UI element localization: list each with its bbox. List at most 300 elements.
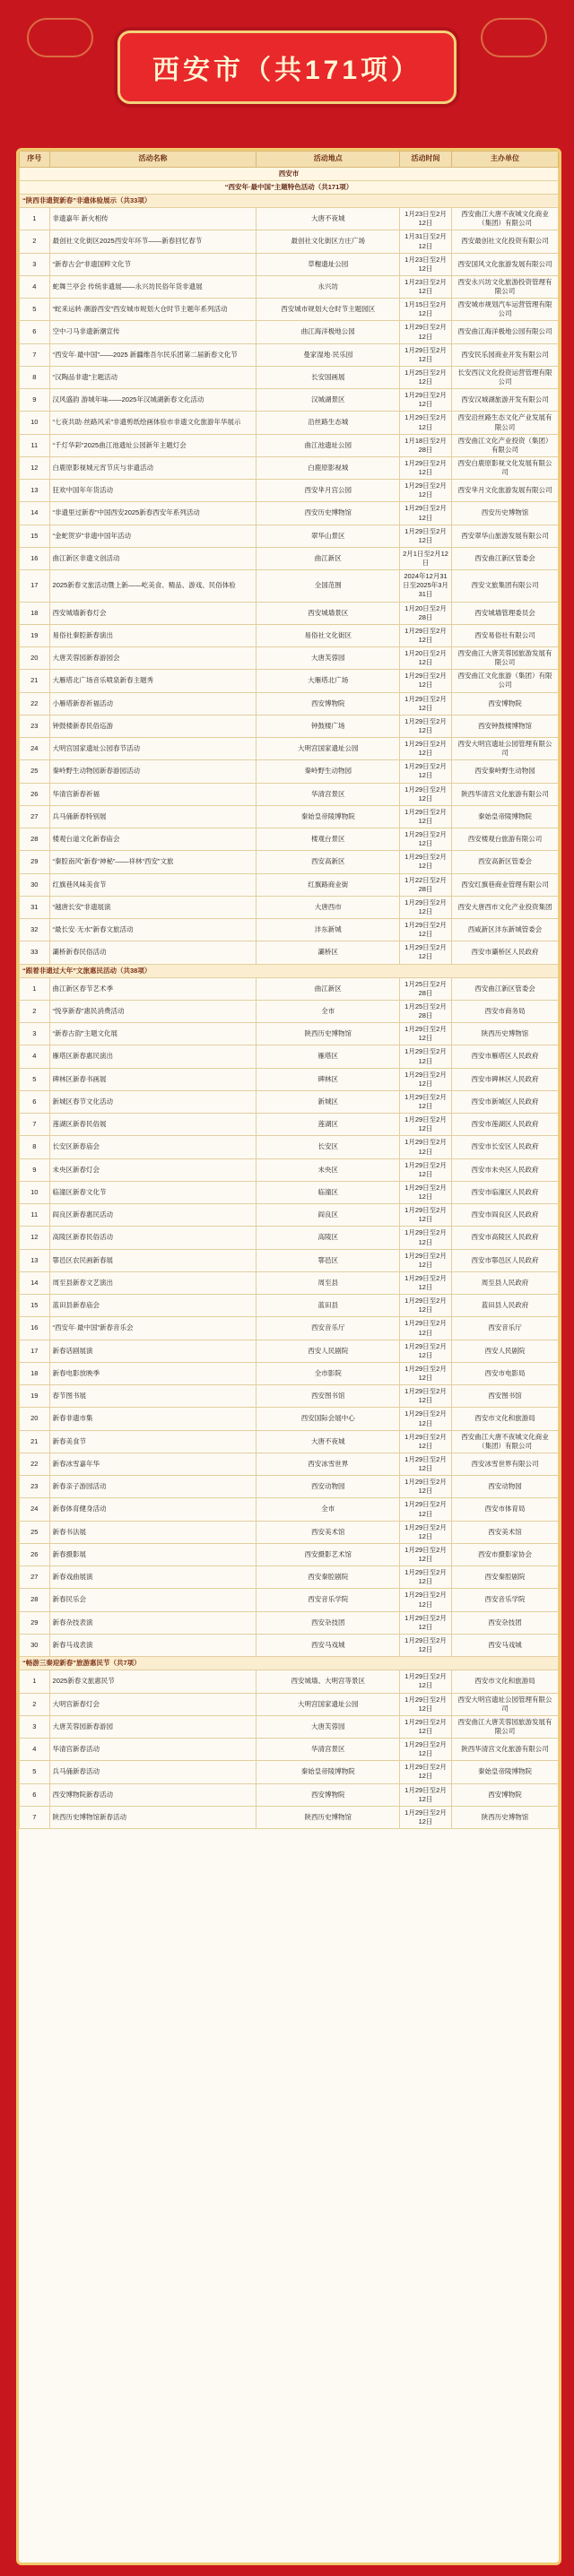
activity-time: 1月29日至2月12日 — [400, 738, 452, 760]
activity-location: 易俗社文化街区 — [257, 624, 400, 646]
table-row — [20, 1271, 559, 1294]
table-row — [20, 1611, 559, 1634]
organizer: 西安翠华山旅游发展有限公司 — [451, 525, 558, 547]
row-number: 20 — [20, 647, 50, 670]
activity-time: 1月29日至2月12日 — [400, 670, 452, 692]
table-row — [20, 389, 559, 412]
table-row — [20, 1430, 559, 1453]
activity-location: 大唐不夜城 — [257, 208, 400, 230]
activity-time: 1月25日至2月28日 — [400, 1000, 452, 1022]
organizer: 西安市雁塔区人民政府 — [451, 1045, 558, 1068]
activity-location: 曲江新区 — [257, 547, 400, 569]
row-number: 13 — [20, 480, 50, 502]
table-row — [20, 783, 559, 805]
organizer: 西安秦岭野生动物园 — [451, 760, 558, 783]
activity-name: 新春非遗市集 — [49, 1408, 257, 1430]
table-row — [20, 977, 559, 1000]
activity-location: 曲江新区 — [257, 977, 400, 1000]
row-number: 28 — [20, 1589, 50, 1611]
table-row — [20, 1408, 559, 1430]
activity-name: 蓝田县新春庙会 — [49, 1295, 257, 1317]
category-label: “跟着非遗过大年”文旅惠民活动（共38项） — [20, 964, 559, 977]
activity-name: 新春书法展 — [49, 1521, 257, 1543]
activity-name: 阎良区新春惠民活动 — [49, 1204, 257, 1227]
activity-name: 秦岭野生动物园新春游园活动 — [49, 760, 257, 783]
activity-location: 钟鼓楼广场 — [257, 715, 400, 737]
activity-name: 大明宫国家遗址公园春节活动 — [49, 738, 257, 760]
activity-time: 1月29日至2月12日 — [400, 919, 452, 941]
organizer: 西安楼观台旅游有限公司 — [451, 828, 558, 851]
row-number: 26 — [20, 783, 50, 805]
table-row — [20, 873, 559, 896]
organizer: 西安曲江海洋极地公园有限公司 — [451, 321, 558, 343]
activity-location: 鄠邑区 — [257, 1249, 400, 1271]
activity-time: 1月29日至2月12日 — [400, 456, 452, 479]
organizer: 陕西华清宫文化旅游有限公司 — [451, 1739, 558, 1761]
activity-name: 新春体育健身活动 — [49, 1498, 257, 1521]
organizer: 西安美术馆 — [451, 1521, 558, 1543]
organizer: 西安文旅集团有限公司 — [451, 570, 558, 602]
activity-location: 西安冰雪世界 — [257, 1453, 400, 1475]
category-label: “畅游三秦迎新春”旅游惠民节（共7项） — [20, 1657, 559, 1670]
table-row — [20, 1158, 559, 1181]
row-number: 21 — [20, 670, 50, 692]
row-number: 15 — [20, 525, 50, 547]
activity-time: 1月23日至2月12日 — [400, 275, 452, 298]
activity-name: 曲江新区非遗文创活动 — [49, 547, 257, 569]
activity-time: 1月29日至2月12日 — [400, 1158, 452, 1181]
activity-location: 西安美术馆 — [257, 1521, 400, 1543]
activity-name: 大明宫新春灯会 — [49, 1693, 257, 1715]
category-label: “陕西非遗贺新春”非遗体验展示（共33项） — [20, 195, 559, 208]
activity-location: 大明宫国家遗址公园 — [257, 738, 400, 760]
row-number: 3 — [20, 253, 50, 275]
activity-time: 1月29日至2月12日 — [400, 1566, 452, 1589]
activity-location: 大唐芙蓉园 — [257, 1715, 400, 1738]
row-number: 18 — [20, 1362, 50, 1384]
row-number: 9 — [20, 389, 50, 412]
row-number: 1 — [20, 977, 50, 1000]
organizer: 西安市文化和旅游局 — [451, 1408, 558, 1430]
table-row — [20, 366, 559, 388]
organizer: 西安市电影局 — [451, 1362, 558, 1384]
row-number: 23 — [20, 715, 50, 737]
table-row — [20, 502, 559, 525]
organizer: 西安市灞桥区人民政府 — [451, 941, 558, 964]
activity-time: 1月29日至2月12日 — [400, 715, 452, 737]
row-number: 17 — [20, 1340, 50, 1362]
table-row — [20, 828, 559, 851]
table-row — [20, 1634, 559, 1656]
activity-location: 西安博物院 — [257, 1783, 400, 1806]
activity-name: 西安博物院新春活动 — [49, 1783, 257, 1806]
table-row — [20, 941, 559, 964]
activity-time: 1月29日至2月12日 — [400, 1476, 452, 1498]
table-row — [20, 851, 559, 873]
activity-time: 1月29日至2月12日 — [400, 896, 452, 918]
activity-time: 1月29日至2月12日 — [400, 1023, 452, 1045]
activity-name: “秦腔南风”新春“神秘”——祥林“西安”文旅 — [49, 851, 257, 873]
activity-name: “西安年·最中国”新春音乐会 — [49, 1317, 257, 1340]
activity-location: 翠华山景区 — [257, 525, 400, 547]
table-row — [20, 208, 559, 230]
activity-time: 1月23日至2月12日 — [400, 208, 452, 230]
table-row — [20, 275, 559, 298]
row-number: 7 — [20, 343, 50, 366]
activity-location: 红旗路商业街 — [257, 873, 400, 896]
table-row — [20, 412, 559, 434]
activity-time: 1月29日至2月12日 — [400, 1783, 452, 1806]
activity-time: 1月25日至2月28日 — [400, 977, 452, 1000]
page-title: 西安市（共171项） — [117, 30, 457, 104]
row-number: 20 — [20, 1408, 50, 1430]
row-number: 4 — [20, 1739, 50, 1761]
cloud-decoration-icon — [481, 18, 547, 57]
activity-time: 1月29日至2月12日 — [400, 1430, 452, 1453]
organizer: 西安最创社文化投资有限公司 — [451, 230, 558, 253]
activity-name: “新春古会”非遗国粹文化节 — [49, 253, 257, 275]
activity-name: “千灯华彩”2025曲江池遗址公园新年主题灯会 — [49, 434, 257, 456]
activity-time: 1月29日至2月12日 — [400, 1634, 452, 1656]
activity-time: 1月29日至2月12日 — [400, 1045, 452, 1068]
row-number: 15 — [20, 1295, 50, 1317]
table-row — [20, 1453, 559, 1475]
activity-time: 1月31日至2月12日 — [400, 230, 452, 253]
row-number: 1 — [20, 208, 50, 230]
activity-location: 灞桥区 — [257, 941, 400, 964]
activity-location: 西安城墙景区 — [257, 602, 400, 624]
organizer: 西安沿丝路生态文化产业发展有限公司 — [451, 412, 558, 434]
activity-location: 白鹿原影视城 — [257, 456, 400, 479]
subtitle-row — [20, 180, 559, 194]
activity-time: 1月29日至2月12日 — [400, 1181, 452, 1203]
row-number: 8 — [20, 366, 50, 388]
row-number: 9 — [20, 1158, 50, 1181]
activity-location: 全市 — [257, 1000, 400, 1022]
activity-time: 1月29日至2月12日 — [400, 692, 452, 715]
table-row — [20, 805, 559, 828]
activity-location: 永兴坊 — [257, 275, 400, 298]
activity-time: 2月1日至2月12日 — [400, 547, 452, 569]
row-number: 16 — [20, 1317, 50, 1340]
column-header: 序号 — [20, 152, 50, 168]
activity-name: “新春古韵”主题文化展 — [49, 1023, 257, 1045]
activity-location: 大雁塔北广场 — [257, 670, 400, 692]
row-number: 22 — [20, 1453, 50, 1475]
header — [0, 0, 574, 134]
organizer: 西安人民剧院 — [451, 1340, 558, 1362]
activity-name: 大雁塔北广场音乐喷泉新春主题秀 — [49, 670, 257, 692]
activity-location: 大唐不夜城 — [257, 1430, 400, 1453]
table-row — [20, 1693, 559, 1715]
organizer: 西安曲江大唐不夜城文化商业（集团）有限公司 — [451, 208, 558, 230]
row-number: 12 — [20, 456, 50, 479]
organizer: 西安易俗社有限公司 — [451, 624, 558, 646]
row-number: 17 — [20, 570, 50, 602]
activity-name: 西安城墙新春灯会 — [49, 602, 257, 624]
organizer: 西安汉城湖旅游开发有限公司 — [451, 389, 558, 412]
activity-name: 大唐芙蓉园新春游园 — [49, 1715, 257, 1738]
activity-time: 1月29日至2月12日 — [400, 502, 452, 525]
activity-name: 钟鼓楼新春民俗巡游 — [49, 715, 257, 737]
activity-location: 莲湖区 — [257, 1114, 400, 1136]
organizer: 西安博物院 — [451, 692, 558, 715]
row-number: 19 — [20, 1385, 50, 1408]
organizer: 长安西汉文化投资运营管理有限公司 — [451, 366, 558, 388]
activity-location: 曲江池遗址公园 — [257, 434, 400, 456]
activity-time: 1月29日至2月12日 — [400, 1589, 452, 1611]
row-number: 5 — [20, 1068, 50, 1090]
table-row — [20, 602, 559, 624]
organizer: 周至县人民政府 — [451, 1271, 558, 1294]
table-subtitle: “西安年·最中国”主题特色活动（共171项） — [20, 180, 559, 194]
table-row — [20, 1498, 559, 1521]
activity-name: 狂欢中国年年货活动 — [49, 480, 257, 502]
activity-name: 最创社文化街区2025西安年环节——新春回忆春节 — [49, 230, 257, 253]
activity-time: 1月29日至2月12日 — [400, 1693, 452, 1715]
table-row — [20, 670, 559, 692]
activity-location: 秦始皇帝陵博物院 — [257, 1761, 400, 1783]
column-header: 活动时间 — [400, 152, 452, 168]
activity-location: 西安城墙、大明宫等景区 — [257, 1670, 400, 1693]
activity-time: 1月29日至2月12日 — [400, 624, 452, 646]
column-header: 活动名称 — [49, 152, 257, 168]
column-header: 主办单位 — [451, 152, 558, 168]
activity-name: 未央区新春灯会 — [49, 1158, 257, 1181]
activity-time: 1月29日至2月12日 — [400, 1715, 452, 1738]
activity-time: 1月18日至2月28日 — [400, 434, 452, 456]
row-number: 28 — [20, 828, 50, 851]
row-number: 4 — [20, 275, 50, 298]
activity-name: 兵马俑新春活动 — [49, 1761, 257, 1783]
activity-location: 西安博物院 — [257, 692, 400, 715]
table-row — [20, 715, 559, 737]
activity-location: 西安国际会展中心 — [257, 1408, 400, 1430]
row-number: 5 — [20, 299, 50, 321]
activity-name: 莲湖区新春民俗展 — [49, 1114, 257, 1136]
activity-time: 1月29日至2月12日 — [400, 321, 452, 343]
organizer: 西安市碑林区人民政府 — [451, 1068, 558, 1090]
activity-location: 西安高新区 — [257, 851, 400, 873]
table-row — [20, 456, 559, 479]
table-row — [20, 1385, 559, 1408]
table-row — [20, 896, 559, 918]
row-number: 30 — [20, 873, 50, 896]
activity-time: 1月29日至2月12日 — [400, 480, 452, 502]
row-number: 29 — [20, 1611, 50, 1634]
row-number: 24 — [20, 738, 50, 760]
table-row — [20, 1476, 559, 1498]
activity-time: 1月29日至2月12日 — [400, 1227, 452, 1249]
activity-time: 1月29日至2月12日 — [400, 941, 452, 964]
row-number: 6 — [20, 1783, 50, 1806]
activity-time: 1月29日至2月12日 — [400, 1204, 452, 1227]
activity-location: 周至县 — [257, 1271, 400, 1294]
table-row — [20, 1249, 559, 1271]
table-row — [20, 1739, 559, 1761]
activity-table — [19, 151, 559, 1829]
activity-time: 2024年12月31日至2025年3月31日 — [400, 570, 452, 602]
activity-name: 灞桥新春民俗活动 — [49, 941, 257, 964]
activity-location: 大明宫国家遗址公园 — [257, 1693, 400, 1715]
activity-location: 陕西历史博物馆 — [257, 1023, 400, 1045]
column-header: 活动地点 — [257, 152, 400, 168]
organizer: 陕西历史博物馆 — [451, 1806, 558, 1828]
organizer: 西安市摄影家协会 — [451, 1543, 558, 1566]
activity-name: “最长安·无水”新春文旅活动 — [49, 919, 257, 941]
activity-location: 蓝田县 — [257, 1295, 400, 1317]
table-row — [20, 760, 559, 783]
table-row — [20, 1227, 559, 1249]
activity-location: 最创社文化街区方庄广场 — [257, 230, 400, 253]
activity-name: 华清宫新春祈福 — [49, 783, 257, 805]
activity-name: “悦享新春”惠民消费活动 — [49, 1000, 257, 1022]
organizer: 西安杂技团 — [451, 1611, 558, 1634]
activity-name: 汉风盛韵 游城年味——2025年汉城湖新春文化活动 — [49, 389, 257, 412]
activity-location: 高陵区 — [257, 1227, 400, 1249]
activity-name: 新春话剧展演 — [49, 1340, 257, 1362]
table-row — [20, 1670, 559, 1693]
activity-name: “西安年·最中国”——2025 新疆维吾尔民乐团第二届新春文化节 — [49, 343, 257, 366]
activity-location: 新城区 — [257, 1090, 400, 1113]
row-number: 2 — [20, 1693, 50, 1715]
activity-location: 华清宫景区 — [257, 1739, 400, 1761]
activity-time: 1月29日至2月12日 — [400, 1068, 452, 1090]
organizer: 西安曲江文化旅游（集团）有限公司 — [451, 670, 558, 692]
activity-location: 大唐西市 — [257, 896, 400, 918]
cloud-decoration-icon — [27, 18, 93, 57]
activity-time: 1月22日至2月28日 — [400, 873, 452, 896]
activity-name: 空中刁马非遗新潮宣传 — [49, 321, 257, 343]
row-number: 6 — [20, 321, 50, 343]
activity-location: 楼观台景区 — [257, 828, 400, 851]
category-row — [20, 1657, 559, 1670]
activity-location: 临潼区 — [257, 1181, 400, 1203]
organizer: 西安动物园 — [451, 1476, 558, 1498]
table-row — [20, 1340, 559, 1362]
table-row — [20, 1589, 559, 1611]
row-number: 5 — [20, 1761, 50, 1783]
organizer: 西安曲江大唐芙蓉园旅游发展有限公司 — [451, 1715, 558, 1738]
table-row — [20, 299, 559, 321]
activity-time: 1月29日至2月12日 — [400, 828, 452, 851]
table-row — [20, 1045, 559, 1068]
activity-name: 鄠邑区农民画新春展 — [49, 1249, 257, 1271]
organizer: 西安曲江文化产业投资（集团）有限公司 — [451, 434, 558, 456]
activity-time: 1月29日至2月12日 — [400, 1611, 452, 1634]
activity-time: 1月29日至2月12日 — [400, 1136, 452, 1158]
organizer: 西安市临潼区人民政府 — [451, 1181, 558, 1203]
activity-name: 2025新春文旅活动暨上新——屹美食、精品、游戏、民俗体验 — [49, 570, 257, 602]
activity-name: 兵马俑新春特别展 — [49, 805, 257, 828]
organizer: 西安音乐厅 — [451, 1317, 558, 1340]
organizer: 西安博物院 — [451, 1783, 558, 1806]
activity-location: 全国范围 — [257, 570, 400, 602]
row-number: 29 — [20, 851, 50, 873]
activity-name: 新城区春节文化活动 — [49, 1090, 257, 1113]
row-number: 25 — [20, 760, 50, 783]
organizer: 西安白鹿原影视文化发展有限公司 — [451, 456, 558, 479]
table-header-row — [20, 152, 559, 168]
activity-time: 1月29日至2月12日 — [400, 805, 452, 828]
activity-time: 1月29日至2月12日 — [400, 1114, 452, 1136]
table-frame — [16, 148, 561, 2565]
activity-name: “七夜共助·丝路风采”非遗剪纸绘画体验市非遗文化旅游年华展示 — [49, 412, 257, 434]
organizer: 西安曲江大唐芙蓉园旅游发展有限公司 — [451, 647, 558, 670]
table-row — [20, 1136, 559, 1158]
organizer: 西安钟鼓楼博物馆 — [451, 715, 558, 737]
organizer: 西安市未央区人民政府 — [451, 1158, 558, 1181]
table-row — [20, 1204, 559, 1227]
activity-name: 高陵区新春民俗活动 — [49, 1227, 257, 1249]
table-row — [20, 1317, 559, 1340]
organizer: 西安市新城区人民政府 — [451, 1090, 558, 1113]
table-row — [20, 1181, 559, 1203]
row-number: 18 — [20, 602, 50, 624]
table-row — [20, 434, 559, 456]
activity-time: 1月29日至2月12日 — [400, 1498, 452, 1521]
table-row — [20, 525, 559, 547]
activity-time: 1月29日至2月12日 — [400, 1453, 452, 1475]
activity-time: 1月29日至2月12日 — [400, 1385, 452, 1408]
organizer: 西安国风文化旅游发展有限公司 — [451, 253, 558, 275]
activity-time: 1月29日至2月12日 — [400, 1521, 452, 1543]
activity-location: 陕西历史博物馆 — [257, 1806, 400, 1828]
activity-name: 新春美食节 — [49, 1430, 257, 1453]
activity-location: 大唐芙蓉园 — [257, 647, 400, 670]
organizer: 西咸新区沣东新城管委会 — [451, 919, 558, 941]
organizer: 西安大唐西市文化产业投资集团 — [451, 896, 558, 918]
row-number: 22 — [20, 692, 50, 715]
activity-location: 沿丝路生态城 — [257, 412, 400, 434]
activity-time: 1月29日至2月12日 — [400, 1295, 452, 1317]
activity-location: 西安音乐学院 — [257, 1589, 400, 1611]
activity-location: 全市影院 — [257, 1362, 400, 1384]
row-number: 13 — [20, 1249, 50, 1271]
activity-name: 陕西历史博物馆新春活动 — [49, 1806, 257, 1828]
row-number: 12 — [20, 1227, 50, 1249]
activity-time: 1月29日至2月12日 — [400, 1670, 452, 1693]
table-row — [20, 321, 559, 343]
table-row — [20, 1566, 559, 1589]
category-row — [20, 964, 559, 977]
activity-name: 蛇舞兰亭会 传统非遗展——永兴坊民俗年货非遗展 — [49, 275, 257, 298]
activity-time: 1月29日至2月12日 — [400, 412, 452, 434]
row-number: 25 — [20, 1521, 50, 1543]
activity-location: 西安人民剧院 — [257, 1340, 400, 1362]
organizer: 西安市阎良区人民政府 — [451, 1204, 558, 1227]
activity-name: 非遗嘉年 新火相传 — [49, 208, 257, 230]
organizer: 西安冰雪世界有限公司 — [451, 1453, 558, 1475]
organizer: 陕西历史博物馆 — [451, 1023, 558, 1045]
activity-location: 西安马戏城 — [257, 1634, 400, 1656]
activity-location: 西安杂技团 — [257, 1611, 400, 1634]
activity-location: 沣东新城 — [257, 919, 400, 941]
activity-location: 西安动物园 — [257, 1476, 400, 1498]
activity-location: 秦始皇帝陵博物院 — [257, 805, 400, 828]
activity-name: 新春戏曲展演 — [49, 1566, 257, 1589]
activity-name: 白鹿原影视城元宵节庆与非遗活动 — [49, 456, 257, 479]
row-number: 4 — [20, 1045, 50, 1068]
organizer: 西安市高陵区人民政府 — [451, 1227, 558, 1249]
organizer: 西安曲江新区管委会 — [451, 547, 558, 569]
activity-time: 1月15日至2月12日 — [400, 299, 452, 321]
table-row — [20, 624, 559, 646]
table-row — [20, 1521, 559, 1543]
organizer: 西安大明宫遗址公园管理有限公司 — [451, 738, 558, 760]
activity-time: 1月29日至2月12日 — [400, 760, 452, 783]
organizer: 西安曲江新区管委会 — [451, 977, 558, 1000]
